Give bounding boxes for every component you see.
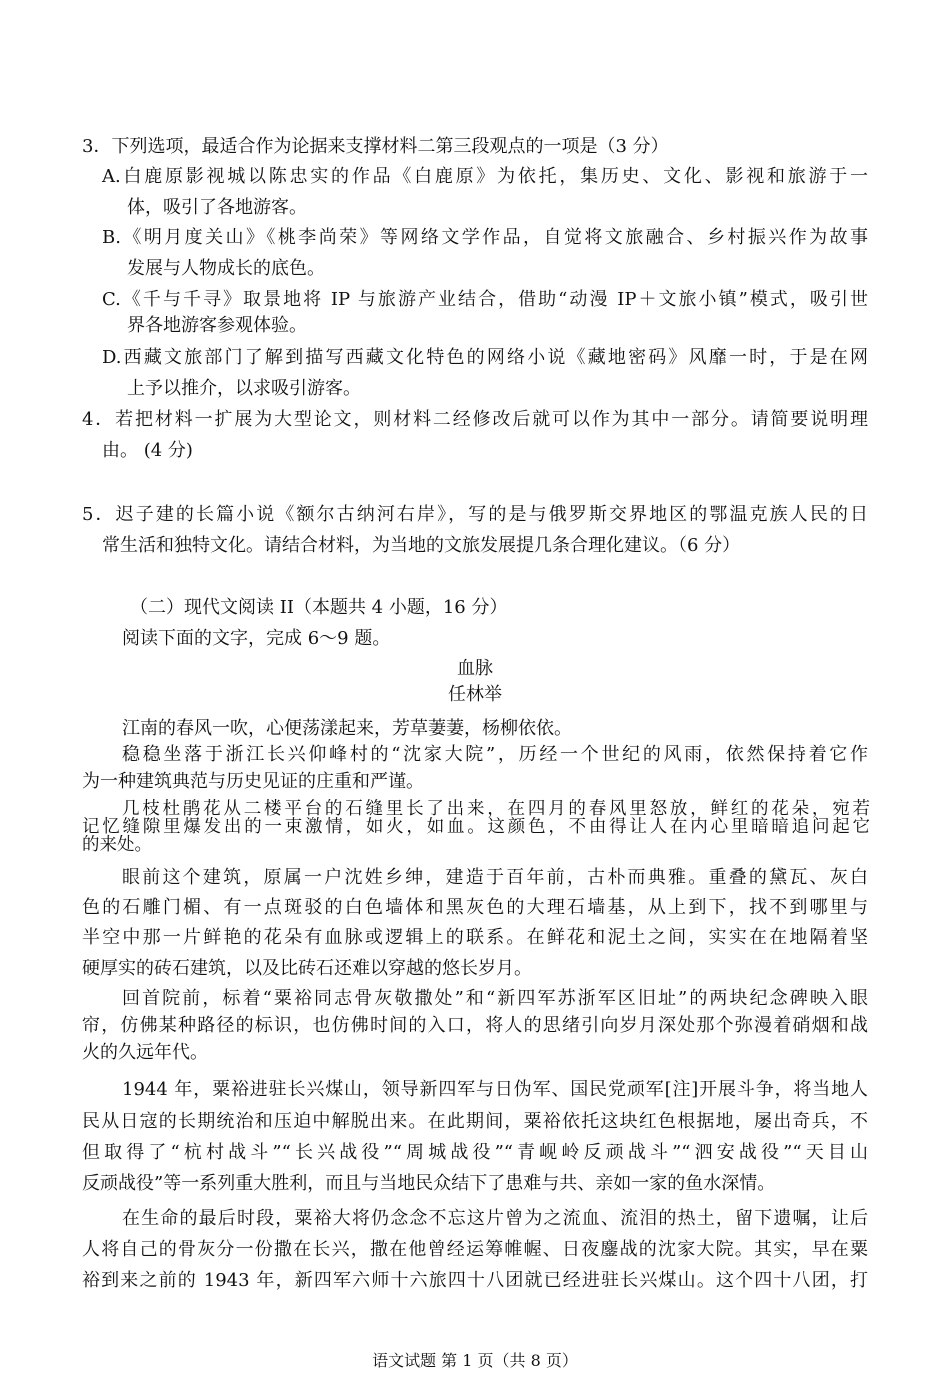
- question-3-stem: 3．下列选项，最适合作为论据来支撑材料二第三段观点的一项是（3 分）: [82, 136, 669, 157]
- paragraph-5-line-3: 火的久远年代。: [82, 1042, 208, 1063]
- paragraph-5-line-1: 回首院前，标着“粟裕同志骨灰敬撒处”和“新四军苏浙军区旧址”的两块纪念碑映入眼: [122, 988, 868, 1009]
- page-footer: 语文试题 第 1 页（共 8 页）: [372, 1351, 578, 1370]
- paragraph-7-line-1: 在生命的最后时段，粟裕大将仍念念不忘这片曾为之流血、流泪的热土，留下遗嘱，让后: [122, 1208, 868, 1229]
- question-5-line-2: 常生活和独特文化。请结合材料，为当地的文旅发展提几条合理化建议。（6 分）: [102, 535, 741, 556]
- option-c-line-2: 界各地游客参观体验。: [127, 315, 307, 336]
- paragraph-4-line-3: 半空中那一片鲜艳的花朵有血脉或逻辑上的联系。在鲜花和泥土之间，实实在在地隔着坚: [82, 927, 868, 948]
- paragraph-2-line-1: 稳稳坐落于浙江长兴仰峰村的“沈家大院”，历经一个世纪的风雨，依然保持着它作: [122, 744, 868, 765]
- paragraph-4-line-4: 硬厚实的砖石建筑，以及比砖石还难以穿越的悠长岁月。: [82, 958, 532, 979]
- section-heading: （二）现代文阅读 II（本题共 4 小题，16 分）: [130, 597, 508, 618]
- paragraph-3-line-2: 记忆缝隙里爆发出的一束激情，如火，如血。这颜色，不由得让人在内心里暗暗追问起它: [82, 817, 870, 837]
- paragraph-2-line-2: 为一种建筑典范与历史见证的庄重和严谨。: [82, 771, 424, 792]
- section-instruction: 阅读下面的文字，完成 6～9 题。: [122, 628, 391, 649]
- option-d-line-2: 上予以推介，以求吸引游客。: [127, 378, 361, 399]
- option-a-line-1: A.白鹿原影视城以陈忠实的作品《白鹿原》为依托，集历史、文化、影视和旅游于一: [102, 166, 868, 187]
- article-title: 血脉: [457, 658, 493, 679]
- question-5-line-1: 5．迟子建的长篇小说《额尔古纳河右岸》，写的是与俄罗斯交界地区的鄂温克族人民的日: [82, 504, 868, 525]
- paragraph-7-line-3: 裕到来之前的 1943 年，新四军六师十六旅四十八团就已经进驻长兴煤山。这个四十八团，打: [82, 1270, 868, 1291]
- option-c-line-1: C.《千与千寻》取景地将 IP 与旅游产业结合，借助“动漫 IP＋文旅小镇”模式，吸引世: [102, 289, 868, 310]
- paragraph-6-line-1: 1944 年，粟裕进驻长兴煤山，领导新四军与日伪军、国民党顽军[注]开展斗争，将当地人: [122, 1079, 868, 1100]
- paragraph-4-line-1: 眼前这个建筑，原属一户沈姓乡绅，建造于百年前，古朴而典雅。重叠的黛瓦、灰白: [122, 867, 868, 888]
- option-a-line-2: 体，吸引了各地游客。: [127, 197, 307, 218]
- question-4-line-2: 由。 (4 分): [102, 440, 193, 461]
- paragraph-7-line-2: 人将自己的骨灰分一份撒在长兴，撒在他曾经运筹帷幄、日夜鏖战的沈家大院。其实，早在粟: [82, 1239, 868, 1260]
- paragraph-3-line-3: 的来处。: [82, 835, 152, 855]
- paragraph-6-line-4: 反顽战役”等一系列重大胜利，而且与当地民众结下了患难与共、亲如一家的鱼水深情。: [82, 1173, 776, 1194]
- paragraph-4-line-2: 色的石雕门楣、有一点斑驳的白色墙体和黑灰色的大理石墙基，从上到下，找不到哪里与: [82, 897, 868, 918]
- paragraph-6-line-3: 但取得了“杭村战斗”“长兴战役”“周城战役”“青岘岭反顽战斗”“泗安战役”“天目山: [82, 1142, 868, 1163]
- paragraph-1: 江南的春风一吹，心便荡漾起来，芳草萋萋，杨柳依依。: [122, 718, 572, 739]
- option-b-line-2: 发展与人物成长的底色。: [127, 258, 325, 279]
- paragraph-3-line-1: 几枝杜鹃花从二楼平台的石缝里长了出来，在四月的春风里怒放，鲜红的花朵，宛若: [122, 799, 870, 819]
- question-4-line-1: 4．若把材料一扩展为大型论文，则材料二经修改后就可以作为其中一部分。请简要说明理: [82, 409, 868, 430]
- option-b-line-1: B.《明月度关山》《桃李尚荣》等网络文学作品，自觉将文旅融合、乡村振兴作为故事: [102, 227, 868, 248]
- paragraph-5-line-2: 帘，仿佛某种路径的标识，也仿佛时间的入口，将人的思绪引向岁月深处那个弥漫着硝烟和战: [82, 1015, 868, 1036]
- option-d-line-1: D.西藏文旅部门了解到描写西藏文化特色的网络小说《藏地密码》风靡一时，于是在网: [102, 347, 868, 368]
- article-author: 任林举: [448, 684, 502, 705]
- paragraph-6-line-2: 民从日寇的长期统治和压迫中解脱出来。在此期间，粟裕依托这块红色根据地，屡出奇兵，不: [82, 1111, 868, 1132]
